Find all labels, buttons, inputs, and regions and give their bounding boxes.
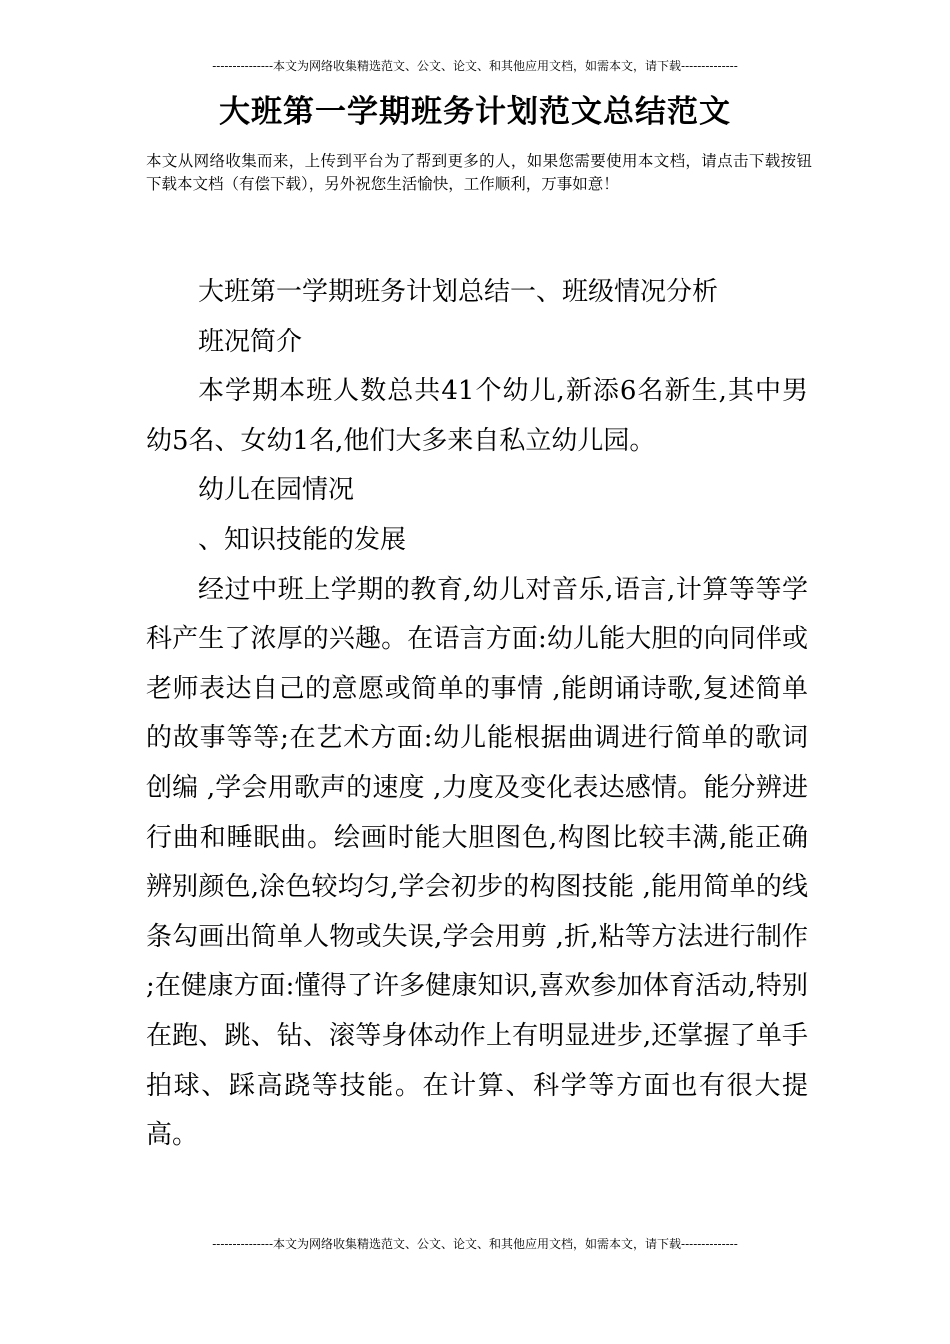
- body-paragraph-5: 、知识技能的发展: [198, 524, 407, 555]
- document-title: 大班第一学期班务计划范文总结范文: [219, 94, 731, 130]
- intro-note: 本文从网络收集而来，上传到平台为了帮到更多的人，如果您需要使用本文档，请点击下载按钮下载本文档（有偿下载），另外祝您生活愉快，工作顺利，万事如意！: [146, 152, 812, 193]
- body-paragraph-4: 幼儿在园情况: [198, 475, 355, 506]
- body-paragraph-1: 大班第一学期班务计划总结一、班级情况分析: [198, 277, 719, 307]
- body-paragraph-6: 经过中班上学期的教育,幼儿对音乐,语言,计算等等学科产生了浓厚的兴趣。在语言方面:幼儿能大胆的向同伴或老师表达自己的意愿或简单的事情 ,能朗诵诗歌,复述简单的故事等等;在艺术方面:幼儿能根据曲调进行简单的歌词创编 ,学会用歌声的速度 ,力度及变化表达感情。能分辨进行曲和睡眠曲。绘画时能大胆图色,构图比较丰满,能正确辨别颜色,涂色较均匀,学会初步的构图技能 ,能用简单的线条勾画出简单人物或失误,学会用剪 ,折,粘等方法进行制作 ;在健康方面:懂得了许多健康知识,喜欢参加体育活动,特别在跑、跳、钻、滚等身体动作上有明显进步,还掌握了单手拍球、踩高跷等技能。在计算、科学等方面也有很大提高。: [146, 574, 808, 1151]
- footer-note: ---------------本文为网络收集精选范文、公文、论文、和其他应用文档，如需本文，请下载--------------: [212, 1237, 738, 1251]
- header-note: ---------------本文为网络收集精选范文、公文、论文、和其他应用文档，如需本文，请下载--------------: [212, 59, 738, 73]
- document-body: [146, 268, 808, 1161]
- body-paragraph-3: 本学期本班人数总共41个幼儿,新添6名新生,其中男幼5名、女幼1名,他们大多来自私立幼儿园。: [146, 376, 808, 456]
- body-paragraph-2: 班况简介: [198, 326, 303, 357]
